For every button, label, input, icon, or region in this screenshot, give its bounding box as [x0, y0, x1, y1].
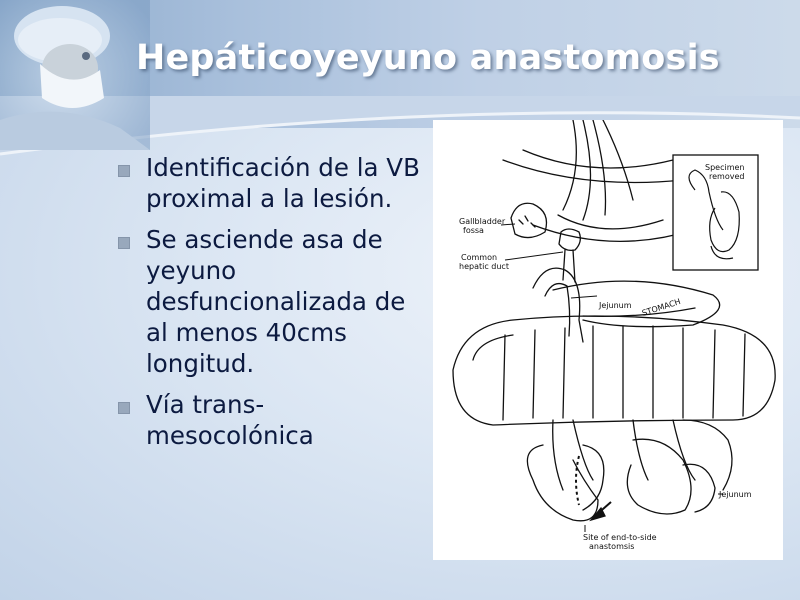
- bullet-text: Vía trans-mesocolónica: [146, 390, 314, 450]
- label-site: Site of end-to-side: [583, 533, 657, 542]
- label-specimen-removed: removed: [709, 172, 745, 181]
- illustration-drawing: [433, 120, 783, 560]
- bullet-text: Se asciende asa de yeyuno desfuncionalizada de al menos 40cms longitud.: [146, 225, 406, 378]
- label-gallbladder-fossa: fossa: [463, 226, 484, 235]
- anatomical-illustration: [433, 120, 783, 560]
- bullet-text: Identificación de la VB proximal a la lesión.: [146, 153, 420, 213]
- label-hepatic-duct: hepatic duct: [459, 262, 509, 271]
- bullet-item: [116, 224, 426, 379]
- label-anastomsis: anastomsis: [589, 542, 635, 551]
- label-specimen: Specimen: [705, 163, 745, 172]
- bullet-square-icon: [118, 165, 130, 177]
- label-common: Common: [461, 253, 498, 262]
- bullet-item: [116, 152, 426, 214]
- bullet-square-icon: [118, 237, 130, 249]
- slide-title: Hepáticoyeyuno anastomosis: [136, 38, 720, 78]
- label-jejunum-bottom: Jejunum: [719, 490, 752, 499]
- bullet-list: [116, 152, 426, 461]
- label-gallbladder: Gallbladder: [459, 217, 506, 226]
- label-stomach: STOMACH: [640, 296, 682, 318]
- surgeon-image: [0, 0, 150, 150]
- label-jejunum-top: Jejunum: [599, 301, 632, 310]
- bullet-square-icon: [118, 402, 130, 414]
- bullet-item: [116, 389, 426, 451]
